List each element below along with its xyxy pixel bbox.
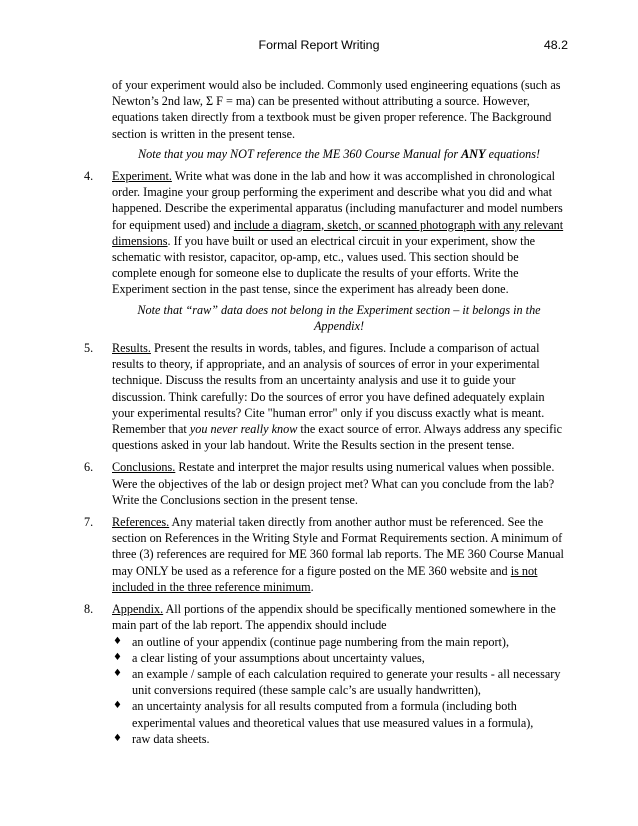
references-paragraph [112,514,566,595]
experiment-paragraph [112,168,566,298]
diamond-bullet-icon: ♦ [113,667,122,679]
references-heading: References. [112,515,170,530]
experiment-underlined: include a diagram, sketch, or scanned photograph with any relevant dimensions [112,217,564,248]
experiment-heading: Experiment. [112,169,172,184]
list-item [112,634,566,650]
item-conclusions [84,459,566,508]
list-item-text: an example / sample of each calculation required to generate your results - all necessary unit conversions required (these sample calc’s are usually handwritten), [132,666,561,698]
intro-note-text-c: equations! [485,146,541,161]
appendix-paragraph [112,601,566,633]
item-number: 6. [84,460,94,475]
list-item-text: an uncertainty analysis for all results computed from a formula (including both experimental values and theoretical values that use measured values in a formula), [132,699,534,730]
experiment-text-2: . If you have built or used an electrical circuit in your experiment, show the schematic with resistor, capacitor, op-amp, etc., values used. This section should be complete enough for someone else to duplicate the results of your efforts. Write the Experiment section in the past tense, since the experiment has already been done. [112,233,536,297]
item-references [84,514,566,595]
diamond-bullet-icon: ♦ [113,635,122,647]
diamond-bullet-icon: ♦ [113,700,122,712]
appendix-heading: Appendix. [112,602,164,617]
results-paragraph [112,340,566,453]
appendix-bullet-list [112,634,566,747]
references-text-2: . [310,579,314,594]
diamond-bullet-icon: ♦ [113,651,122,663]
conclusions-text: Restate and interpret the major results using numerical values when possible. Were the objectives of the lab or design project met? What can you conclude from the lab? Write the Conclusions section in the present tense. [112,460,555,507]
page-header [0,38,638,54]
item-number: 8. [84,602,94,617]
list-item-text: an outline of your appendix (continue page numbering from the main report), [132,634,510,649]
list-item-text: a clear listing of your assumptions about uncertainty values, [132,650,425,665]
list-item-text: raw data sheets. [132,731,210,746]
intro-section [84,77,566,142]
page-header-title: Formal Report Writing [258,38,380,52]
list-item [112,650,566,666]
experiment-note: Note that “raw” data does not belong in the Experiment section – it belongs in the Appendix! [137,302,541,333]
item-number: 4. [84,169,94,184]
list-item [112,731,566,747]
references-text-1: Any material taken directly from another author must be referenced. See the section on References in the Writing Style and Format Requirements section. A minimum of three (3) references are required for ME 360 formal lab reports. The ME 360 Course Manual may ONLY be used as a reference for a figure posted on the ME 360 website and [112,515,564,578]
results-text-2: the exact source of error. Always address any specific questions asked in your lab handout. Write the Results section in the present tense. [112,422,562,453]
appendix-text: All portions of the appendix should be specifically mentioned somewhere in the main part of the lab report. The appendix should include [112,602,556,633]
references-underlined: is not included in the three reference minimum [112,563,538,594]
intro-note-text-a: Note that you may NOT reference the ME 360 Course Manual for [137,146,462,161]
results-text-1: Present the results in words, tables, and figures. Include a comparison of actual results to theory, if appropriate, and an analysis of sources of error in your experimental technique. Discuss the results from an uncertainty analysis and use it to guide your discussion. Think carefully: Do the sources of error you have defined adequately explain your experimental results? Cite "human error" only if you discuss exactly what is meant. Remember that [112,341,545,437]
item-results [84,340,566,453]
item-appendix [84,601,566,747]
intro-paragraph: of your experiment would also be included. Commonly used engineering equations (such as Newton’s 2nd law, Σ F = ma) can be presented without attributing a source. However, equations taken directly from a textbook must be given proper reference. The Background section is written in the present tense. [112,78,561,141]
page-number: 48.2 [543,38,568,52]
diamond-bullet-icon: ♦ [113,732,122,744]
item-number: 5. [84,341,94,356]
document-body [84,77,566,747]
conclusions-heading: Conclusions. [112,460,176,475]
intro-note-emphasis: ANY [461,146,486,161]
experiment-text-1: Write what was done in the lab and how it was accomplished in chronological order. Imagine your group performing the experiment and describe what you did and what happened. Describe the experimental apparatus (including manufacturer and model numbers for equipment used) and [112,169,563,232]
list-item [112,698,566,730]
list-item [112,666,566,698]
conclusions-paragraph [112,459,566,508]
results-heading: Results. [112,341,151,356]
intro-note [112,146,566,162]
item-experiment [84,168,566,298]
item-number: 7. [84,515,94,530]
results-italic: you never really know [189,422,298,437]
